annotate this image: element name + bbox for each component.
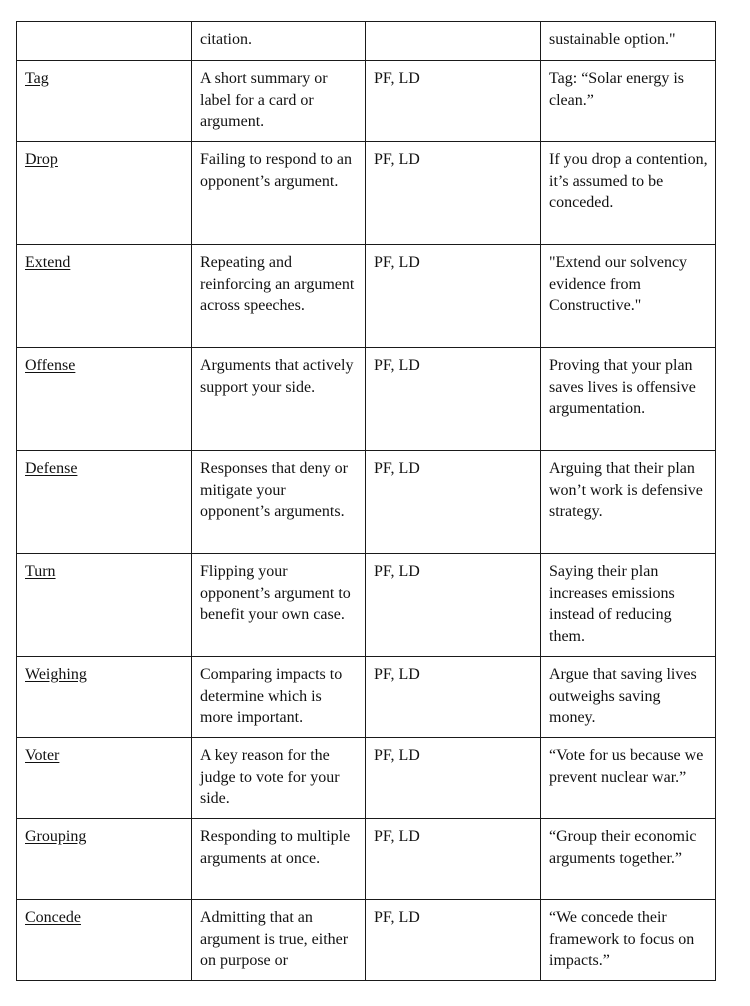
table-row bbox=[17, 900, 716, 981]
definition-cell: Arguments that actively support your side. bbox=[192, 348, 366, 451]
example-cell: “Group their economic arguments together.” bbox=[541, 819, 716, 900]
example-cell: If you drop a contention, it’s assumed to be conceded. bbox=[541, 142, 716, 245]
term-cell bbox=[17, 348, 192, 451]
term: Weighing bbox=[25, 666, 87, 683]
term: Drop bbox=[25, 151, 58, 168]
example-cell: Saying their plan increases emissions instead of reducing them. bbox=[541, 554, 716, 657]
events-cell: PF, LD bbox=[366, 451, 541, 554]
term-cell bbox=[17, 900, 192, 981]
events-cell: PF, LD bbox=[366, 348, 541, 451]
term: Concede bbox=[25, 909, 81, 926]
events-cell: PF, LD bbox=[366, 819, 541, 900]
table-row bbox=[17, 61, 716, 142]
example-cell: Argue that saving lives outweighs saving money. bbox=[541, 657, 716, 738]
term-cell bbox=[17, 554, 192, 657]
example-cell: Tag: “Solar energy is clean.” bbox=[541, 61, 716, 142]
definition-cell: A short summary or label for a card or argument. bbox=[192, 61, 366, 142]
term: Turn bbox=[25, 563, 56, 580]
term: Defense bbox=[25, 460, 78, 477]
definition-cell: Admitting that an argument is true, either on purpose or bbox=[192, 900, 366, 981]
term: Offense bbox=[25, 357, 76, 374]
term-cell bbox=[17, 451, 192, 554]
table-row bbox=[17, 451, 716, 554]
term-cell bbox=[17, 61, 192, 142]
table-row bbox=[17, 142, 716, 245]
events-cell: PF, LD bbox=[366, 900, 541, 981]
term-cell bbox=[17, 657, 192, 738]
term: Grouping bbox=[25, 828, 87, 845]
debate-glossary-table bbox=[16, 21, 716, 981]
definition-cell: Failing to respond to an opponent’s argument. bbox=[192, 142, 366, 245]
example-cell: “We concede their framework to focus on impacts.” bbox=[541, 900, 716, 981]
table-row bbox=[17, 819, 716, 900]
events-cell bbox=[366, 22, 541, 61]
term: Tag bbox=[25, 70, 49, 87]
term-cell bbox=[17, 819, 192, 900]
table-row bbox=[17, 348, 716, 451]
term: Voter bbox=[25, 747, 60, 764]
example-cell: “Vote for us because we prevent nuclear war.” bbox=[541, 738, 716, 819]
events-cell: PF, LD bbox=[366, 657, 541, 738]
events-cell: PF, LD bbox=[366, 142, 541, 245]
term-cell bbox=[17, 738, 192, 819]
definition-cell: Responding to multiple arguments at once. bbox=[192, 819, 366, 900]
definition-cell: Flipping your opponent’s argument to benefit your own case. bbox=[192, 554, 366, 657]
definition-cell: Repeating and reinforcing an argument across speeches. bbox=[192, 245, 366, 348]
table-row bbox=[17, 22, 716, 61]
definition-cell: A key reason for the judge to vote for your side. bbox=[192, 738, 366, 819]
example-cell: Arguing that their plan won’t work is defensive strategy. bbox=[541, 451, 716, 554]
events-cell: PF, LD bbox=[366, 738, 541, 819]
definition-cell: citation. bbox=[192, 22, 366, 61]
term: Extend bbox=[25, 254, 71, 271]
events-cell: PF, LD bbox=[366, 61, 541, 142]
example-cell: Proving that your plan saves lives is offensive argumentation. bbox=[541, 348, 716, 451]
definition-cell: Responses that deny or mitigate your opponent’s arguments. bbox=[192, 451, 366, 554]
table-row bbox=[17, 738, 716, 819]
events-cell: PF, LD bbox=[366, 554, 541, 657]
events-cell: PF, LD bbox=[366, 245, 541, 348]
table-row bbox=[17, 657, 716, 738]
example-cell: "Extend our solvency evidence from Constructive." bbox=[541, 245, 716, 348]
table-row bbox=[17, 554, 716, 657]
table-row bbox=[17, 245, 716, 348]
term-cell bbox=[17, 22, 192, 61]
example-cell: sustainable option." bbox=[541, 22, 716, 61]
term-cell bbox=[17, 245, 192, 348]
term-cell bbox=[17, 142, 192, 245]
definition-cell: Comparing impacts to determine which is more important. bbox=[192, 657, 366, 738]
